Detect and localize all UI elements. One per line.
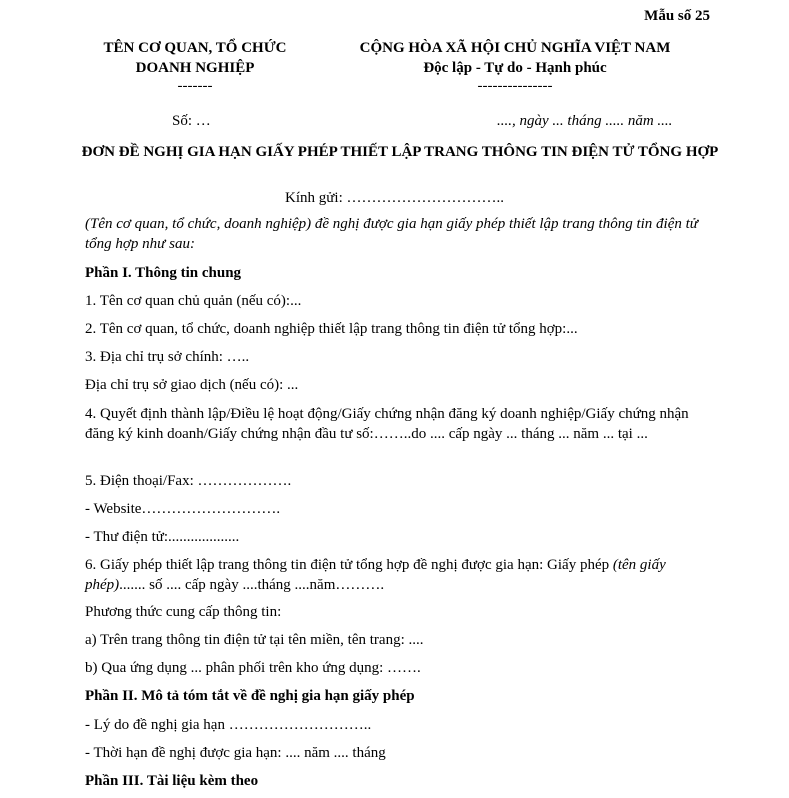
date-line: ...., ngày ... tháng ..... năm .... <box>497 113 673 129</box>
document-title: ĐƠN ĐỀ NGHỊ GIA HẠN GIẤY PHÉP THIẾT LẬP TRANG THÔNG TIN ĐIỆN TỬ TỔNG HỢP <box>81 144 719 160</box>
national-separator: --------------- <box>477 78 553 94</box>
part1-heading: Phần I. Thông tin chung <box>85 265 242 281</box>
national-title: CỘNG HÒA XÃ HỘI CHỦ NGHĨA VIỆT NAM <box>359 40 671 56</box>
intro-paragraph: (Tên cơ quan, tổ chức, doanh nghiệp) đề nghị được gia hạn giấy phép thiết lập trang thông tin điện tử tổng hợp như sau: <box>85 216 698 252</box>
recipient-line: Kính gửi: ………………………….. <box>285 190 504 206</box>
document-number: Số: … <box>172 113 211 129</box>
method-a: a) Trên trang thông tin điện tử tại tên miền, tên trang: .... <box>85 632 424 648</box>
national-header <box>335 38 695 94</box>
item-3: 3. Địa chỉ trụ sở chính: ….. <box>85 349 250 365</box>
organization-separator: ------- <box>177 78 213 94</box>
website-line: - Website………………………. <box>85 501 281 517</box>
national-motto: Độc lập - Tự do - Hạnh phúc <box>423 60 607 76</box>
part3-heading: Phần III. Tài liệu kèm theo <box>85 773 259 789</box>
item-3b: Địa chỉ trụ sở giao dịch (nếu có): ... <box>85 377 299 393</box>
item-5: 5. Điện thoại/Fax: ………………. <box>85 473 292 489</box>
item-4: 4. Quyết định thành lập/Điều lệ hoạt động/Giấy chứng nhận đăng ký doanh nghiệp/Giấy chứng nhận đăng ký kinh doanh/Giấy chứng nhận đầu tư số:……..do .... cấp ngày ... tháng ... năm ... tại ... <box>85 406 689 442</box>
item-1: 1. Tên cơ quan chủ quản (nếu có):... <box>85 293 302 309</box>
item-6-part-c: ....... số .... cấp ngày ....tháng ....năm………. <box>119 577 385 593</box>
organization-header <box>60 38 330 94</box>
duration-line: - Thời hạn đề nghị được gia hạn: .... năm .... tháng <box>85 745 386 761</box>
organization-name-line1: TÊN CƠ QUAN, TỔ CHỨC <box>103 40 287 56</box>
item-6-license-name: (tên giấy phép) <box>85 557 666 593</box>
method-line: Phương thức cung cấp thông tin: <box>85 604 282 620</box>
form-number: Mẫu số 25 <box>644 8 710 24</box>
organization-name-line2: DOANH NGHIỆP <box>135 60 255 76</box>
item-6 <box>85 555 715 595</box>
item-2: 2. Tên cơ quan, tổ chức, doanh nghiệp thiết lập trang thông tin điện tử tổng hợp:... <box>85 321 578 337</box>
method-b: b) Qua ứng dụng ... phân phối trên kho ứng dụng: ……. <box>85 660 421 676</box>
part2-heading: Phần II. Mô tả tóm tắt về đề nghị gia hạn giấy phép <box>85 688 415 704</box>
email-line: - Thư điện tử:................... <box>85 529 240 545</box>
item-6-part-a: 6. Giấy phép thiết lập trang thông tin điện tử tổng hợp đề nghị được gia hạn: Giấy phép <box>85 557 613 573</box>
reason-line: - Lý do đề nghị gia hạn ……………………….. <box>85 717 372 733</box>
